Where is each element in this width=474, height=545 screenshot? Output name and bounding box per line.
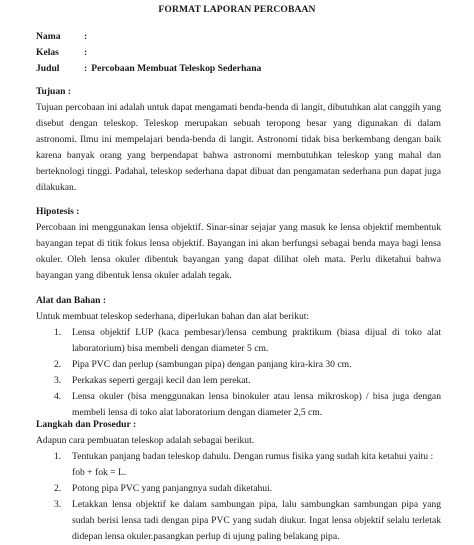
materials-list: [36, 325, 441, 421]
list-text: Perkakas seperti gergaji kecil dan lem perekat.: [72, 375, 251, 386]
field-separator: :: [84, 31, 88, 42]
list-number: 2.: [54, 359, 62, 370]
list-number: 1.: [54, 451, 62, 462]
list-text: Tentukan panjang badan teleskop dahulu. Dengan rumus fisika yang sudah kita ketahui yaitu :: [72, 451, 434, 462]
section-intro: Adapun cara pembuatan teleskop adalah sebagai berikut.: [36, 435, 255, 446]
section-alat-bahan: [36, 293, 441, 421]
section-paragraph: Tujuan percobaan ini adalah untuk dapat mengamati benda-benda di langit, dibutuhkan alat canggih yang disebut dengan teleskop. Teleskop merupakan sebuah teropong besar yang digunakan di dalam astronomi. Ilmu ini mempelajari benda-benda di langit. Astronomi tidak bisa berkembang dengan baik karena banyak orang yang berpendapat bahwa astronomi membutuhkan teleskop yang mahal dan berteknologi tinggi. Padahal, teleskop sederhana dapat dibuat dan pengamatan sederhana pun dapat juga dilakukan.: [36, 102, 441, 193]
section-paragraph: Percobaan ini menggunakan lensa objektif. Sinar-sinar sejajar yang masuk ke lensa objektif membentuk bayangan tepat di titik fokus lensa objektif. Bayangan ini akan berfungsi sebagai benda maya bagi lensa okuler. Oleh lensa okuler dibentuk bayangan yang dapat dilihat oleh mata. Perlu diketahui bahwa bayangan yang dibentuk lensa okuler adalah tegak.: [36, 222, 441, 281]
list-item: [36, 449, 441, 465]
document-title: FORMAT LAPORAN PERCOBAAN: [158, 4, 316, 15]
list-text: Pipa PVC dan perlup (sambungan pipa) dengan panjang kira-kira 30 cm.: [72, 359, 352, 370]
list-item: [36, 481, 441, 497]
list-item: [36, 497, 441, 545]
list-number: 1.: [54, 327, 62, 338]
procedure-list-continued: [36, 481, 441, 545]
formula-text: fob + fok = L.: [72, 467, 127, 478]
field-separator: :: [84, 63, 88, 74]
section-heading: Tujuan :: [36, 86, 72, 97]
list-text: Lensa objektif LUP (kaca pembesar)/lensa cembung praktikum (biasa dijual di toko alat laboratorium) bisa membeli dengan diameter 5 cm.: [72, 327, 441, 354]
list-item: [36, 325, 441, 357]
list-number: 2.: [54, 483, 62, 494]
field-separator: :: [84, 47, 88, 58]
section-heading: Alat dan Bahan :: [36, 295, 107, 306]
procedure-list: [36, 449, 441, 465]
section-heading: Hipotesis :: [36, 206, 80, 217]
section-tujuan: [36, 84, 441, 196]
list-item: [36, 373, 441, 389]
field-label: Judul: [36, 63, 60, 74]
field-nama: [36, 29, 261, 45]
field-value: [87, 45, 91, 61]
list-number: 3.: [54, 375, 62, 386]
field-label: Kelas: [36, 47, 59, 58]
list-number: 4.: [54, 391, 62, 402]
list-text: Letakkan lensa objektif ke dalam sambungan pipa, lalu sambungkan sambungan pipa yang sudah berisi lensa tadi dengan pipa PVC yang sudah diukur. Ingat lensa objektif selalu terletak didepan lensa okuler.pasangkan perlup di ujung paling belakang pipa.: [72, 499, 441, 542]
section-intro: Untuk membuat teleskop sederhana, diperlukan bahan dan alat berikut:: [36, 311, 310, 322]
field-value: [87, 29, 91, 45]
section-hipotesis: [36, 204, 441, 284]
identity-fields: [36, 29, 261, 77]
field-label: Nama: [36, 31, 61, 42]
list-number: 3.: [54, 499, 62, 510]
list-item: [36, 357, 441, 373]
field-value: Percobaan Membuat Teleskop Sederhana: [91, 63, 262, 74]
list-text: Lensa okuler (bisa menggunakan lensa binokuler atau lensa mikroskop) / bisa juga dengan membeli lensa di toko alat laboratorium dengan diameter 2,5 cm.: [72, 391, 441, 418]
section-langkah-prosedur: [36, 417, 441, 545]
list-text: Potong pipa PVC yang panjangnya sudah diketahui.: [72, 483, 273, 494]
field-kelas: [36, 45, 261, 61]
field-judul: [36, 61, 261, 77]
section-heading: Langkah dan Prosedur :: [36, 419, 137, 430]
